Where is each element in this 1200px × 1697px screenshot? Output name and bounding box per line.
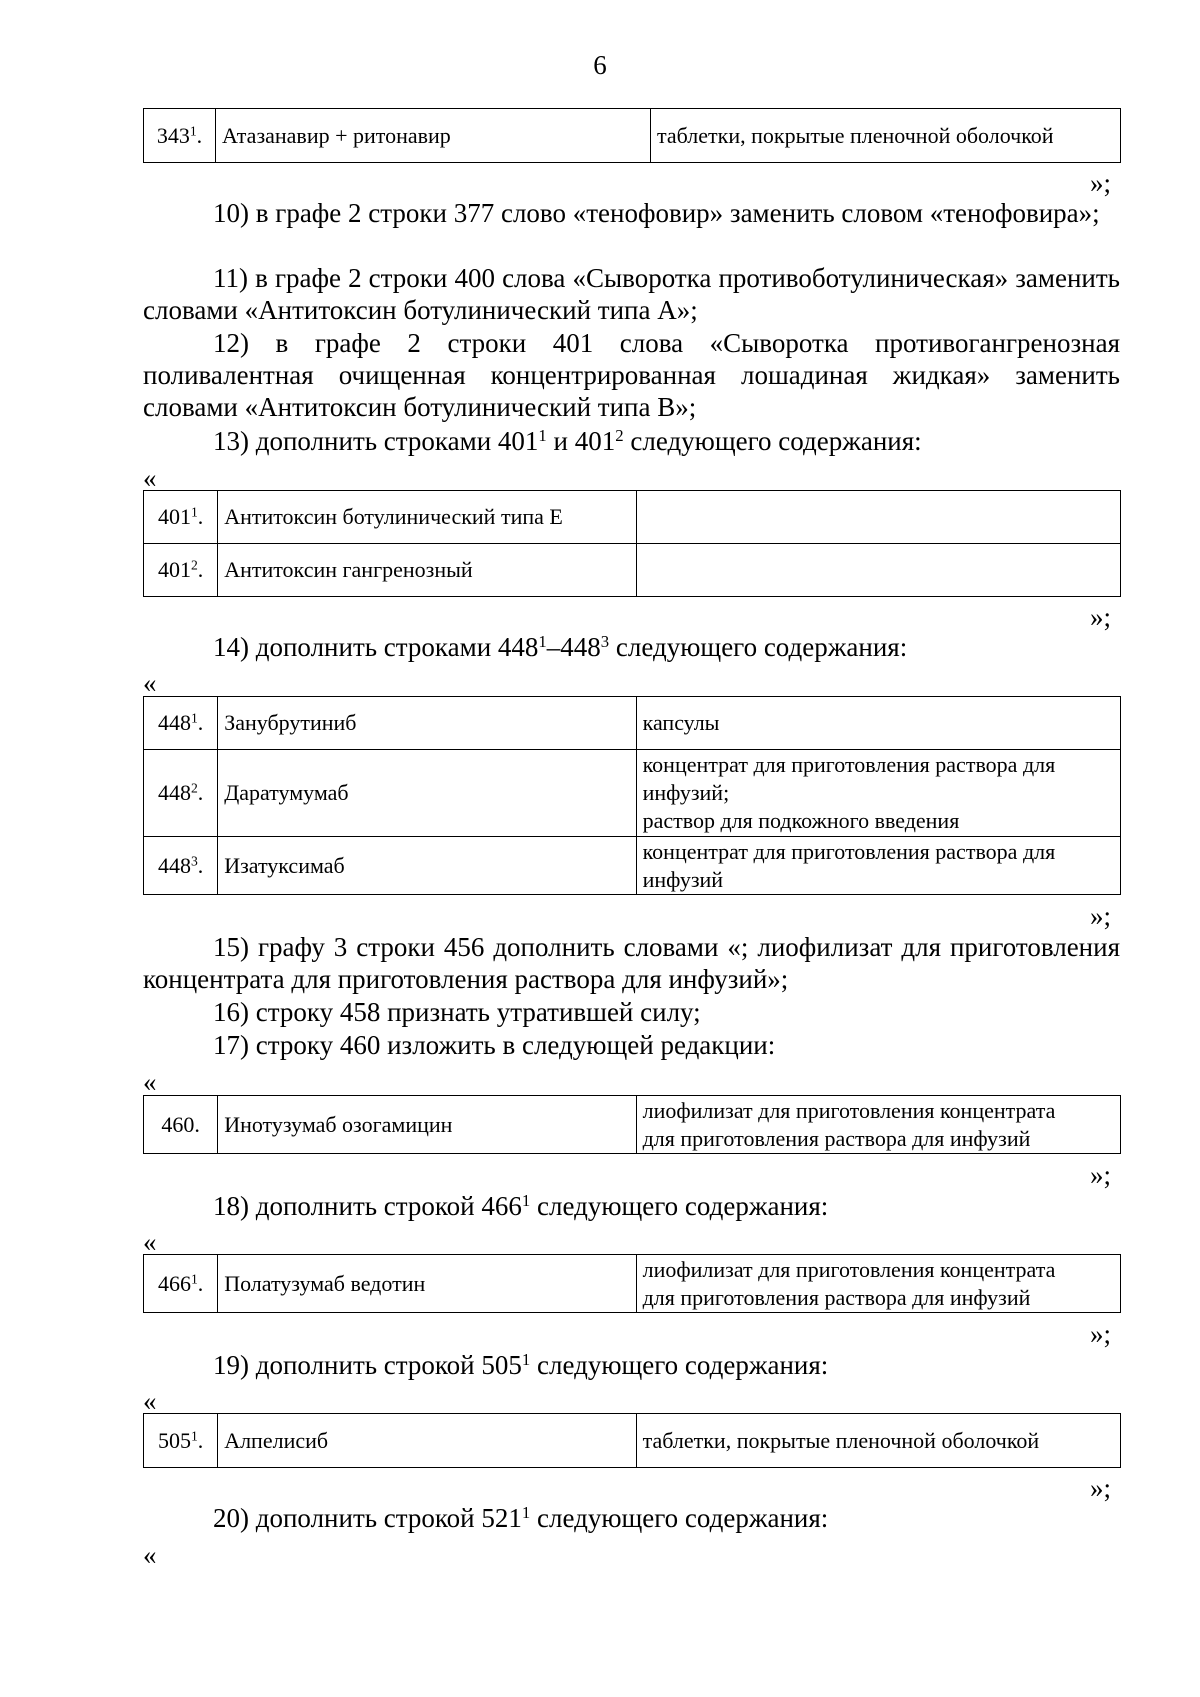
dosage-form: лиофилизат для приготовления концентрата для приготовления раствора для инфузий (636, 1096, 1120, 1154)
item-19: 19) дополнить строкой $505^1$ следующего содержания: (213, 1349, 829, 1380)
table-row (144, 750, 1121, 837)
table-row-466 (143, 1254, 1121, 1313)
drug-name: Занубрутиниб (218, 697, 636, 750)
opening-quote: « (143, 1386, 157, 1416)
item-12: 12) в графе 2 строки 401 слова «Сыворотка противогангренозная поливалентная очищенная концентрированная лошадиная жидкая» заменить словами «Антитоксин ботулинический типа В»; (143, 328, 1120, 422)
item-16: 16) строку 458 признать утратившей силу; (213, 997, 701, 1027)
dosage-form: капсулы (636, 697, 1120, 750)
item-10: 10) в графе 2 строки 377 слово «тенофовир» заменить словом «тенофовира»; (213, 198, 1100, 228)
dosage-form (636, 544, 1120, 597)
row-number: $401^2$. (144, 544, 218, 597)
opening-quote: « (143, 1227, 157, 1257)
dosage-form: концентрат для приготовления раствора для инфузий; раствор для подкожного введения (636, 750, 1120, 837)
item-13: 13) дополнить строками $401^1$ и $401^2$ следующего содержания: (213, 425, 922, 456)
opening-quote: « (143, 1540, 157, 1570)
row-number: $466^1$. (144, 1255, 218, 1313)
item-17: 17) строку 460 изложить в следующей редакции: (213, 1030, 776, 1060)
table-row (144, 837, 1121, 895)
closing-quote: »; (1090, 602, 1112, 632)
drug-name: Полатузумаб ведотин (218, 1255, 636, 1313)
page-number: 6 (593, 50, 607, 80)
closing-quote: »; (1090, 168, 1112, 198)
row-number: $448^2$. (144, 750, 218, 837)
drug-name: Антитоксин ботулинический типа Е (218, 491, 636, 544)
item-14: 14) дополнить строками $448^1-448^3$ следующего содержания: (213, 631, 908, 662)
closing-quote: »; (1090, 1473, 1112, 1503)
dosage-form: таблетки, покрытые пленочной оболочкой (651, 109, 1121, 163)
opening-quote: « (143, 463, 157, 493)
table-row-505 (143, 1413, 1121, 1468)
table-401 (143, 490, 1121, 597)
item-11: 11) в графе 2 строки 400 слова «Сыворотка противоботулиническая» заменить словами «Антитоксин ботулинический типа А»; (143, 263, 1120, 325)
item-20: 20) дополнить строкой $521^1$ следующего содержания: (213, 1502, 829, 1533)
drug-name: Даратумумаб (218, 750, 636, 837)
closing-quote: »; (1090, 901, 1112, 931)
drug-name: Антитоксин гангренозный (218, 544, 636, 597)
row-number: $448^1$. (144, 697, 218, 750)
closing-quote: »; (1090, 1160, 1112, 1190)
closing-quote: »; (1090, 1319, 1112, 1349)
drug-name: Изатуксимаб (218, 837, 636, 895)
table-row (144, 697, 1121, 750)
opening-quote: « (143, 668, 157, 698)
row-number: $401^1$. (144, 491, 218, 544)
drug-name: Алпелисиб (218, 1414, 636, 1468)
item-18: 18) дополнить строкой $466^1$ следующего содержания: (213, 1190, 829, 1221)
row-number: $448^3$. (144, 837, 218, 895)
row-number: 460. (144, 1096, 218, 1154)
table-row-460 (143, 1095, 1121, 1154)
row-number: $505^1$. (144, 1414, 218, 1468)
row-number: $343^1$. (144, 109, 216, 163)
drug-name: Инотузумаб озогамицин (218, 1096, 636, 1154)
table-448 (143, 696, 1121, 895)
table-row (144, 491, 1121, 544)
dosage-form: лиофилизат для приготовления концентрата для приготовления раствора для инфузий (636, 1255, 1120, 1313)
table-row-343 (143, 108, 1121, 163)
table-row (144, 544, 1121, 597)
dosage-form: концентрат для приготовления раствора для инфузий (636, 837, 1120, 895)
item-15: 15) графу 3 строки 456 дополнить словами «; лиофилизат для приготовления концентрата для приготовления раствора для инфузий»; (143, 932, 1120, 994)
opening-quote: « (143, 1067, 157, 1097)
drug-name: Атазанавир + ритонавир (216, 109, 651, 163)
dosage-form: таблетки, покрытые пленочной оболочкой (636, 1414, 1120, 1468)
dosage-form (636, 491, 1120, 544)
